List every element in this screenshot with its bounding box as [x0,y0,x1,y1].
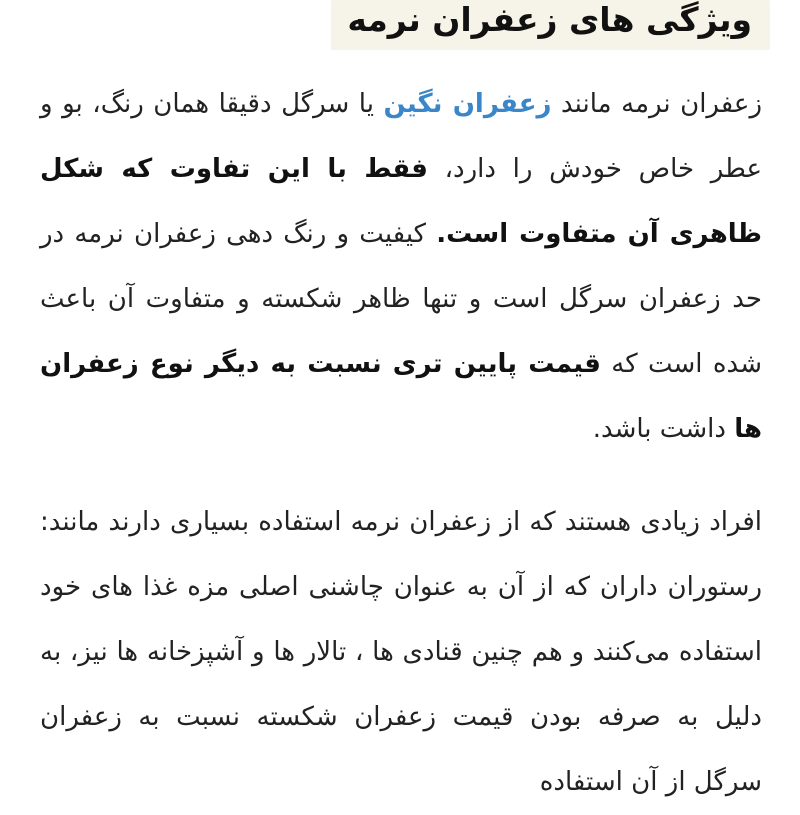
bold-text: قیمت پایین تری نسبت به دیگر نوع زعفران ها [40,349,762,444]
text-segment: یا سرگل دقیقا همان رنگ، بو و عطر خاص خودش را دارد، [40,89,762,184]
section-heading: ویژگی های زعفران نرمه [347,0,752,39]
text-segment: داشت باشد. [592,414,735,444]
heading-highlight [331,0,770,50]
paragraph-1 [40,72,762,462]
text-segment: زعفران نرمه مانند [551,89,763,119]
paragraph-2 [40,490,762,815]
text-segment: کیفیت و رنگ دهی زعفران نرمه در حد زعفران سرگل است و تنها ظاهر شکسته و متفاوت آن باعث شده است که [40,219,762,379]
saffron-negin-link[interactable]: زعفران نگین [383,89,552,119]
bold-text: فقط با این تفاوت که شکل ظاهری آن متفاوت است. [40,154,762,249]
article-body [40,72,762,815]
text-segment: افراد زیادی هستند که از زعفران نرمه استفاده بسیاری دارند مانند: رستوران داران که از آن به عنوان چاشنی اصلی مزه غذا های خود استفاده می‌کنند و هم چنین قنادی ها ، تالار ها و آشپزخانه ها نیز، به دلیل به صرفه بودن قیمت زعفران شکسته نسبت به زعفران سرگل از آن استفاده [40,507,762,797]
